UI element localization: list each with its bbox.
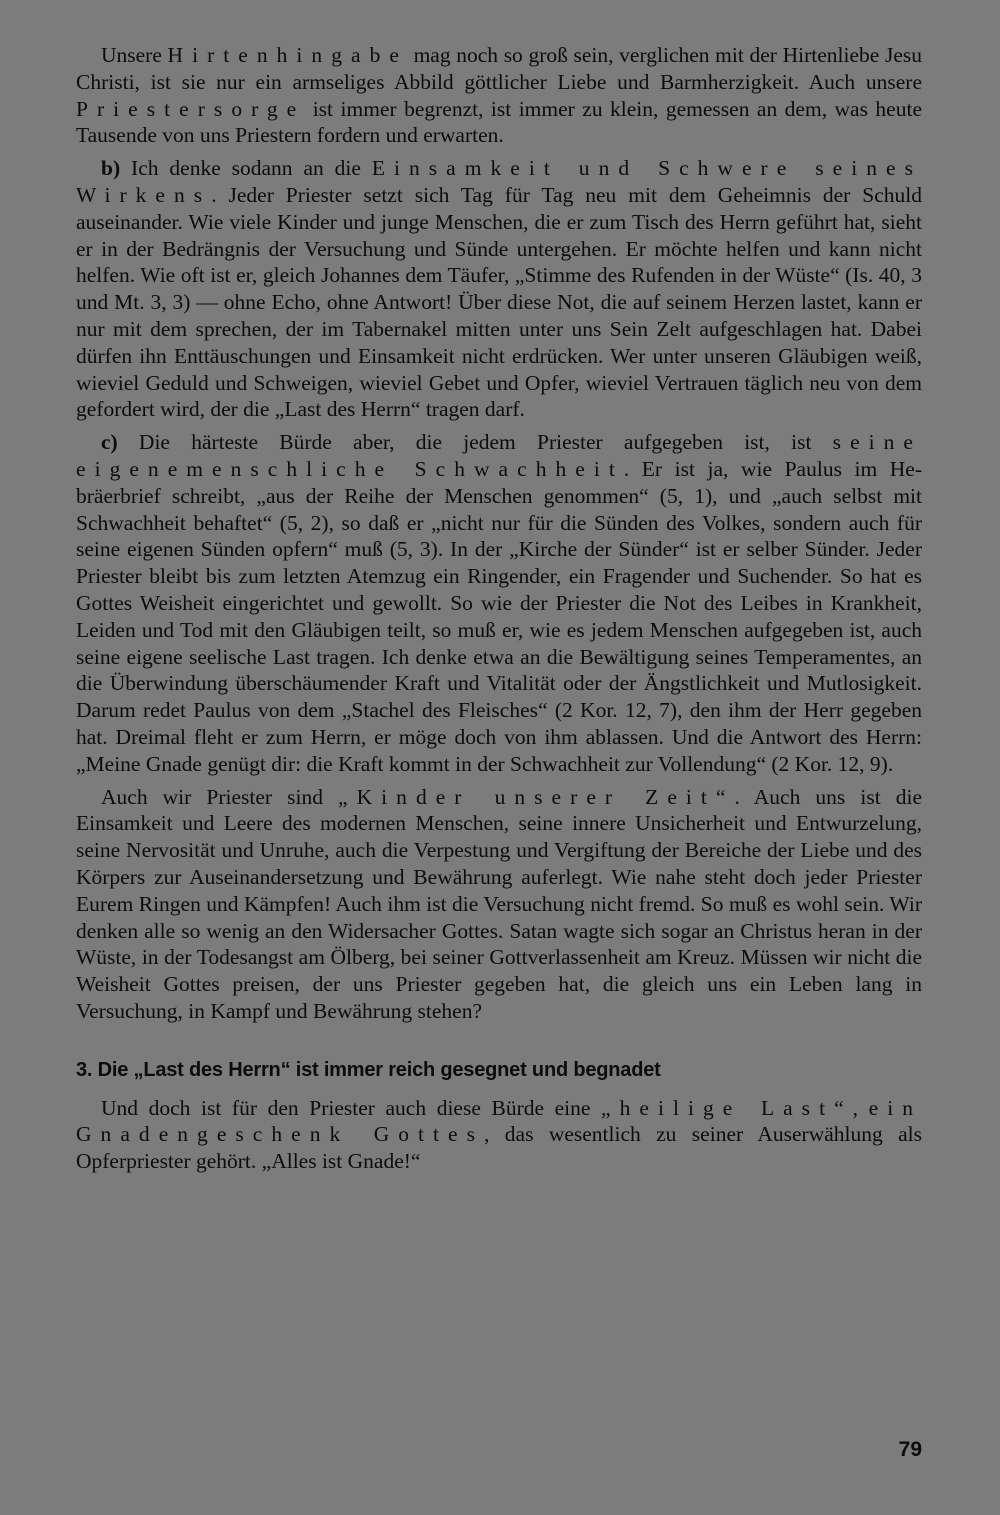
closing-text xyxy=(76,1095,922,1175)
paragraph-label: c) xyxy=(101,430,118,455)
emphasized-text: Hirtenhingabe xyxy=(167,43,408,67)
text-segment: Die härteste Bürde aber, die jedem Priester aufgegeben ist, ist xyxy=(117,430,833,455)
text-segment: mag noch so groß sein, verglichen mit der Hirtenliebe Jesu Christi, ist sie nur ein armseliges Abbild göttlicher Liebe und Barmherzigkeit. Auch unsere xyxy=(76,43,923,94)
text-segment: . Jeder Priester setzt sich Tag für Tag neu mit dem Geheimnis der Schuld auseinander. Wie viele Kinder und junge Menschen, die er zum Tisch des Herrn geführt hat, sieht er in der Bedrängnis der Versuchung und Sünde untergehen. Er möchte helfen und kann nicht helfen. Wie oft ist er, gleich Johannes dem Täufer, „Stimme des Rufenden in der Wüste“ (Is. 40, 3 und Mt. 3, 3) — ohne Echo, ohne Antwort! Über diese Not, die auf seinem Herzen lastet, kann er nur mit dem sprechen, der im Tabernakel mitten unter uns Sein Zelt aufgeschlagen hat. Dabei dürfen ihn Enttäuschungen und Einsamkeit nicht erdrücken. Wer unter unseren Gläubigen weiß, wieviel Geduld und Schweigen, wieviel Gebet und Opfer, wieviel Vertrauen täglich neu von dem gefordert wird, der die „Last des Herrn“ tragen darf. xyxy=(76,182,922,422)
paragraph-label: b) xyxy=(101,156,121,181)
text-segment: Unsere xyxy=(101,43,168,67)
emphasized-text: Priestersorge xyxy=(76,96,306,121)
page-number: 79 xyxy=(898,1438,922,1461)
text-segment: , xyxy=(852,1095,869,1120)
text-segment: Ich denke sodann an die xyxy=(120,156,372,181)
text-segment: , das wesentlich zu seiner Auserwählung als Opferpriester gehört. „Alles ist Gnade!“ xyxy=(76,1122,922,1174)
paragraph xyxy=(76,1095,922,1175)
text-segment: Auch wir Priester sind xyxy=(101,784,339,809)
text-segment: Und doch ist für den Priester auch diese Bürde eine xyxy=(101,1095,602,1120)
paragraph xyxy=(76,784,922,1025)
emphasized-text: „heilige Last“ xyxy=(601,1095,853,1120)
section-heading: 3. Die „Last des Herrn“ ist immer reich gesegnet und begnadet xyxy=(76,1058,661,1081)
paragraph xyxy=(76,429,922,777)
body-text xyxy=(76,42,922,1025)
emphasized-text: seine eigenemenschliche Schwachheit xyxy=(76,430,922,481)
text-segment: ist immer begrenzt, ist immer zu klein, gemessen an dem, was heute Tausende von uns Priestern fordern und erwarten. xyxy=(76,96,922,148)
text-segment: . Auch uns ist die Einsamkeit und Leere des modernen Menschen, seine innere Unsicherheit und Entwurzelung, seine Nervosität und Unruhe, auch die Verpestung und Vergiftung der Bereiche der Liebe und des Körpers zur Auseinandersetzung und Bewährung auferlegt. Wie nahe steht doch jeder Priester Eurem Ringen und Kämpfen! Auch ihm ist die Versuchung nicht fremd. So muß es wohl sein. Wir denken alle so wenig an den Widersacher Gottes. Satan wagte sich sogar an Christus heran in der Wüste, in der Todesangst am Ölberg, bei seiner Gottverlassenheit am Kreuz. Müssen wir nicht die Weisheit Gottes preisen, der uns Priester gegeben hat, die gleich uns ein Leben lang in Versuchung, in Kampf und Bewährung stehen? xyxy=(76,784,923,1023)
paragraph xyxy=(76,42,922,149)
emphasized-text: ein Gnadengeschenk Gottes xyxy=(76,1095,923,1147)
text-segment: . Er ist ja, wie Paulus im Hebräerbrief schreibt, „aus der Reihe der Menschen genommen“ (5, 1), und „auch selbst mit Schwachheit behaftet“ (5, 2), so daß er „nicht nur für die Sünden des Volkes, sondern auch für seine eigenen Sünden opfern“ muß (5, 3). In der „Kirche der Sünder“ ist er selber Sünder. Jeder Priester bleibt bis zum letzten Atemzug ein Ringender, ein Fragender und Suchender. So hat es Gottes Weisheit eingerichtet und gewollt. So wie der Priester die Not des Leibes in Krankheit, Leiden und Tod mit den Gläubigen teilt, so muß er, wie es jedem Menschen aufgegeben ist, auch seine eigene seelische Last tragen. Ich denke etwa an die Bewältigung seines Temperamentes, an die Überwindung überschäumender Kraft und Vitalität oder der Ängstlichkeit und Mutlosigkeit. Darum redet Paulus von dem „Stachel des Fleisches“ (2 Kor. 12, 7), den ihm der Herr gegeben hat. Dreimal fleht er zum Herrn, er möge doch von ihm ablassen. Und die Antwort des Herrn: „Meine Gnade genügt dir: die Kraft kommt in der Schwachheit zur Vollendung“ (2 Kor. 12, 9). xyxy=(76,456,923,776)
paragraph xyxy=(76,155,922,423)
emphasized-text: „Kinder unserer Zeit“ xyxy=(338,784,735,809)
emphasized-text: Einsamkeit und Schwere seines Wirkens xyxy=(76,156,922,207)
document-page xyxy=(76,42,922,1181)
